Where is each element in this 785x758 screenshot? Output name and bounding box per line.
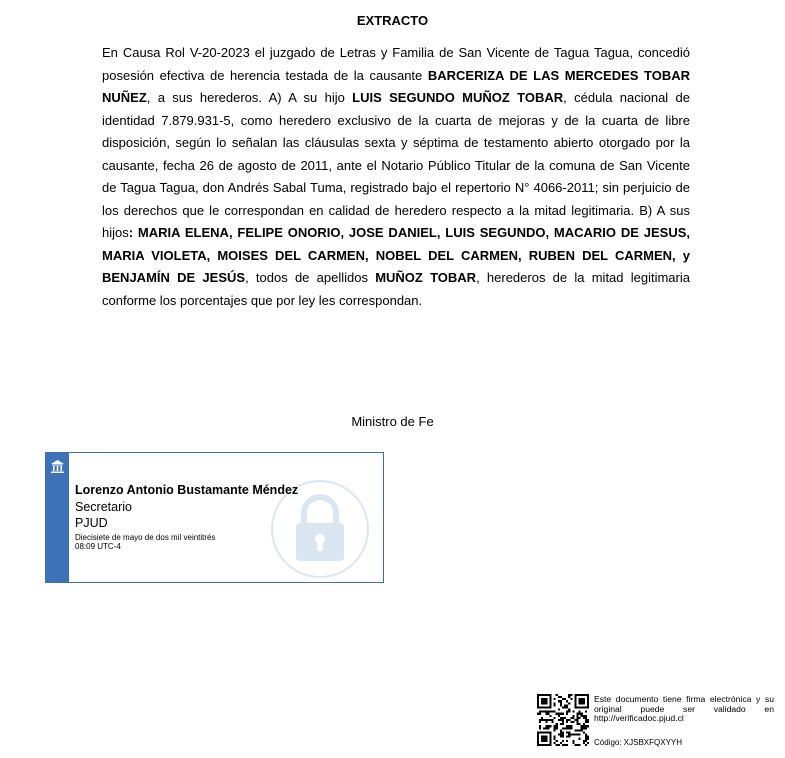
body-text-5: , herederos de la mitad legitimaria conforme los porcentajes que por ley les correspondan. bbox=[102, 270, 690, 308]
body-text-2: , a sus herederos. A) A su hijo bbox=[146, 90, 353, 105]
causante-name: BARCERIZA DE LAS MERCEDES TOBAR NUÑEZ bbox=[102, 67, 690, 105]
signature-date: Diecisiete de mayo de dos mil veintitrés bbox=[75, 533, 216, 542]
signer-role: Secretario bbox=[75, 500, 132, 514]
qr-code-icon bbox=[537, 694, 589, 746]
ministro-de-fe-label: Ministro de Fe bbox=[351, 414, 434, 429]
verification-note: Este documento tiene firma electrónica y su original puede ser validado en http://verificadoc.pjud.cl bbox=[594, 694, 774, 723]
body-text-4: , todos de apellidos bbox=[245, 270, 376, 285]
signature-time: 08:09 UTC-4 bbox=[75, 542, 121, 551]
extract-body bbox=[102, 42, 690, 312]
heir-name: LUIS SEGUNDO MUÑOZ TOBAR bbox=[352, 90, 564, 105]
signer-organization: PJUD bbox=[75, 516, 108, 530]
heirs-surname: MUÑOZ TOBAR bbox=[375, 270, 477, 285]
courthouse-icon bbox=[50, 459, 65, 474]
signer-name: Lorenzo Antonio Bustamante Méndez bbox=[75, 483, 299, 497]
body-text-1: En Causa Rol V-20-2023 el juzgado de Letras y Familia de San Vicente de Tagua Tagua, concedió posesión efectiva de herencia testada de la causante bbox=[102, 45, 690, 83]
heirs-list: : MARIA ELENA, FELIPE ONORIO, JOSE DANIEL, LUIS SEGUNDO, MACARIO DE JESUS, MARIA VIOLETA, MOISES DEL CARMEN, NOBEL DEL CARMEN, RUBEN DEL CARMEN, y BENJAMÍN DE JESÚS bbox=[102, 225, 690, 285]
body-text-3: , cédula nacional de identidad 7.879.931-5, como heredero exclusivo de la cuarta de mejoras y de la cuarta de libre disposición, según lo señalan las cláusulas sexta y séptima de testamento abierto otorgado por la causante, fecha 26 de agosto de 2011, ante el Notario Público Titular de la comuna de San Vicente de Tagua Tagua, don Andrés Sabal Tuma, registrado bajo el repertorio N° 4066-2011; sin perjuicio de los derechos que le correspondan en calidad de heredero respecto a la mitad legitimaria. B) A sus hijos bbox=[102, 90, 690, 240]
verification-code: Código: XJSBXFQXYYH bbox=[594, 738, 683, 747]
signature-accent-bar bbox=[46, 453, 69, 582]
signature-box bbox=[45, 452, 384, 583]
signature-timestamp bbox=[75, 533, 216, 551]
document-title: EXTRACTO bbox=[356, 13, 429, 28]
